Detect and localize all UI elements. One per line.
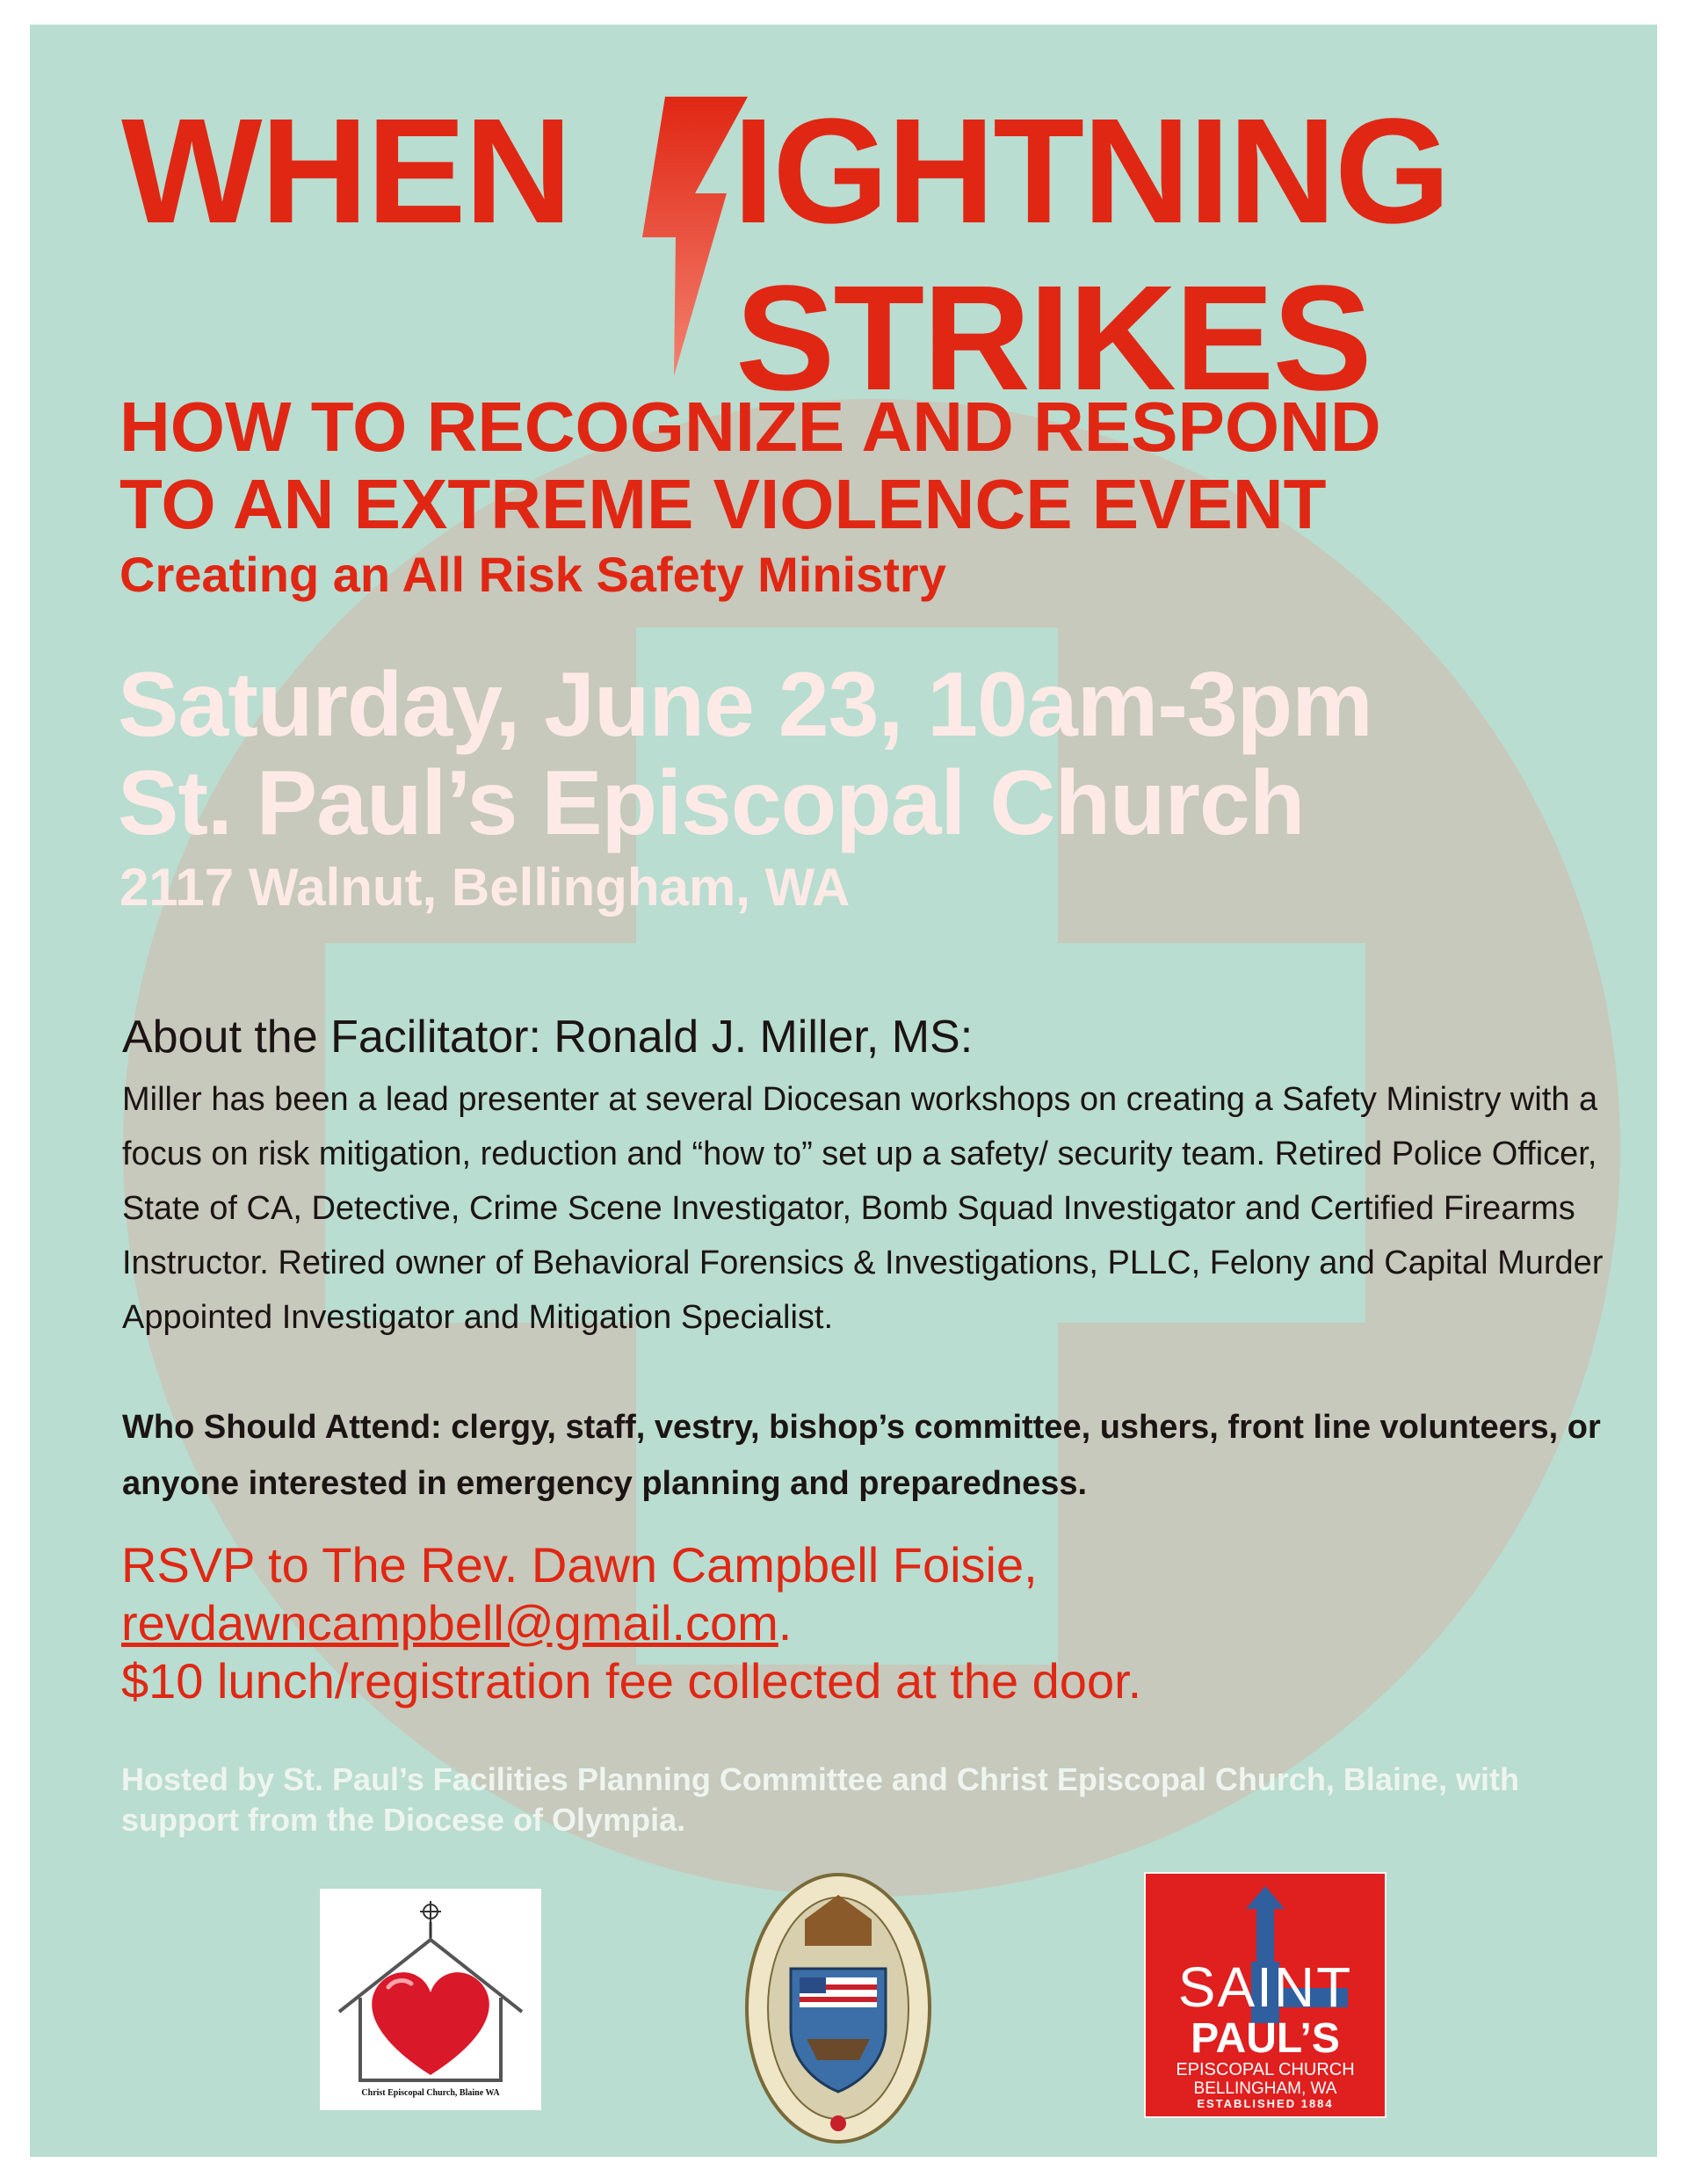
title-line1-rest: IGHTNING [733, 88, 1450, 255]
rsvp-line: RSVP to The Rev. Dawn Campbell Foisie, [121, 1537, 1038, 1593]
event-venue: St. Paul’s Episcopal Church [118, 752, 1305, 854]
event-datetime: Saturday, June 23, 10am-3pm [118, 654, 1372, 756]
rsvp-email-row [121, 1594, 792, 1652]
st-pauls-episcopal: EPISCOPAL CHURCH [1176, 2060, 1355, 2079]
christ-church-caption: Christ Episcopal Church, Blaine WA [361, 2088, 500, 2098]
rsvp-fee: $10 lunch/registration fee collected at the door. [121, 1653, 1142, 1709]
who-should-attend: Who Should Attend: clergy, staff, vestry, bishop’s committee, ushers, front line volunteers, or anyone interested in emergency planning and preparedness. [122, 1409, 1601, 1502]
christ-church-logo [320, 1889, 541, 2110]
st-pauls-city: BELLINGHAM, WA [1193, 2079, 1337, 2098]
event-address: 2117 Walnut, Bellingham, WA [119, 858, 851, 917]
lightning-bolt-icon [561, 97, 755, 378]
st-pauls-saint: SAINT [1177, 1955, 1353, 2019]
subtitle-line1: HOW TO RECOGNIZE AND RESPOND [119, 388, 1381, 466]
st-pauls-logo [1144, 1872, 1387, 2118]
subtitle-line2: TO AN EXTREME VIOLENCE EVENT [119, 465, 1327, 543]
rsvp-email-link[interactable]: revdawncampbell@gmail.com [121, 1595, 778, 1651]
title-line2: STRIKES [735, 255, 1371, 422]
st-pauls-name: PAUL’S [1191, 2015, 1340, 2062]
tagline: Creating an All Risk Safety Ministry [119, 547, 946, 602]
st-pauls-established: ESTABLISHED 1884 [1197, 2097, 1334, 2110]
poster [30, 25, 1657, 2157]
about-body: Miller has been a lead presenter at several Diocesan workshops on creating a Safety Ministry with a focus on risk mitigation, reduction and “how to” set up a safety/ security team. Retired Police Officer, State of CA, Detective, Crime Scene Investigator, Bomb Squad Investigator and Certified Firearms Instructor. Retired owner of Behavioral Forensics & Investigations, PLLC, Felony and Capital Murder Appointed Investigator and Mitigation Specialist. [122, 1081, 1604, 1336]
hosted-by: Hosted by St. Paul’s Facilities Planning Committee and Christ Episcopal Church, Blaine, with support from the Diocese of Olympia. [121, 1761, 1519, 1838]
about-heading: About the Facilitator: Ronald J. Miller, MS: [122, 1012, 974, 1063]
diocese-seal-icon [743, 1872, 933, 2144]
church-heart-icon [320, 1889, 541, 2110]
rsvp-email-suffix: . [778, 1595, 793, 1651]
title-line1-prefix: WHEN [121, 88, 571, 255]
